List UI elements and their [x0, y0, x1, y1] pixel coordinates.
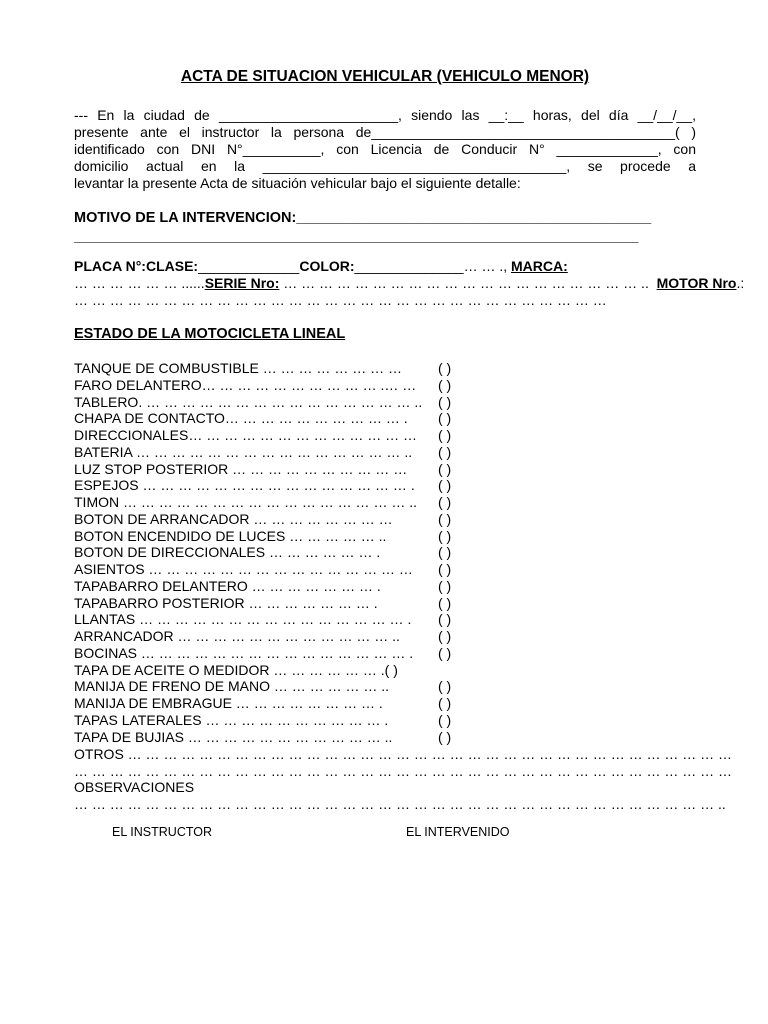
- checklist-item-box[interactable]: ( ): [438, 477, 452, 494]
- checklist-item-box[interactable]: ( ): [438, 376, 452, 393]
- checklist-item-label: MANIJA DE EMBRAGUE … … … … … … … … .: [74, 695, 383, 711]
- intervenido-signature: EL INTERVENIDO: [406, 825, 510, 839]
- checklist-item: [74, 444, 634, 461]
- checklist-item-box[interactable]: ( ): [438, 678, 452, 695]
- clase-label: CLASE:: [145, 258, 199, 274]
- serie-label: SERIE Nro:: [204, 275, 280, 291]
- checklist-item-box[interactable]: ( ): [384, 661, 398, 678]
- checklist-item: [74, 377, 634, 394]
- checklist-item-label: MANIJA DE FRENO DE MANO … … … … … … ..: [74, 678, 390, 695]
- placa-label: PLACA N°:: [74, 258, 146, 274]
- checklist-item-box[interactable]: ( ): [438, 594, 452, 611]
- checklist-item: [74, 611, 634, 628]
- checklist-item: [74, 678, 634, 695]
- color-blank: ______________: [354, 258, 464, 274]
- intro-line: presente ante el instructor la persona de_______________________________________( ): [74, 124, 696, 140]
- motivo-blank-line: ______________________________________________________________________: [74, 229, 639, 245]
- color-label: COLOR:: [299, 258, 355, 274]
- checklist-item-label: BOCINAS … … … … … … … … … … … … … … … .: [74, 644, 414, 661]
- checklist-item-box[interactable]: ( ): [438, 611, 452, 628]
- row-dots: … … … … … … ......: [74, 275, 205, 291]
- checklist-item-label: FARO DELANTERO… … … … … … … … … … .… …: [74, 376, 417, 393]
- checklist-item-box[interactable]: ( ): [438, 410, 452, 427]
- checklist-item-box[interactable]: ( ): [438, 695, 452, 711]
- checklist-item-box[interactable]: ( ): [438, 443, 452, 460]
- checklist-item: [74, 645, 634, 662]
- checklist-item-box[interactable]: ( ): [438, 427, 452, 443]
- checklist-item-box[interactable]: ( ): [438, 527, 452, 544]
- checklist-item-box[interactable]: ( ): [438, 544, 452, 561]
- document-title: ACTA DE SITUACION VEHICULAR (VEHICULO MENOR): [180, 68, 590, 85]
- intro-line: domicilio actual en la _______________________________________, se procede a: [74, 158, 696, 174]
- checklist-item-box[interactable]: ( ): [438, 577, 452, 594]
- serie-dots: … … … … … … … … … … … … … … … … … … … … ..: [279, 275, 649, 291]
- checklist-item-label: BOTON DE ARRANCADOR … … … … … … … …: [74, 510, 393, 527]
- checklist-item-box[interactable]: ( ): [438, 494, 452, 510]
- motor-suffix: .:: [736, 275, 745, 291]
- checklist-item: [74, 511, 634, 528]
- checklist: [74, 360, 634, 745]
- estado-title: ESTADO DE LA MOTOCICLETA LINEAL: [74, 326, 346, 342]
- checklist-item: [74, 729, 634, 746]
- clase-blank: _____________: [198, 258, 300, 274]
- checklist-item-label: CHAPA DE CONTACTO… … … … … … … … … … .: [74, 410, 408, 427]
- checklist-item-label: TIMON … … … … … … … … … … … … … … … … ..: [74, 494, 418, 510]
- observaciones-label: OBSERVACIONES: [74, 779, 195, 795]
- checklist-item: [74, 712, 634, 729]
- row-dots: … … … … … … … … … … … … … … … … … … … … … … … … … … … … … …: [74, 292, 607, 308]
- checklist-item: [74, 578, 634, 595]
- checklist-item-box[interactable]: ( ): [438, 628, 452, 644]
- observaciones-dots: … … … … … … … … … … … … … … … … … … … … … … … … … … … … … … … … … … … … ..: [74, 795, 726, 812]
- otros-section: [74, 746, 733, 779]
- otros-label: OTROS: [74, 746, 124, 762]
- checklist-item: [74, 494, 634, 511]
- checklist-item: [74, 595, 634, 612]
- checklist-item: [74, 561, 634, 578]
- checklist-item-label: TAPA DE ACEITE O MEDIDOR … … … … … … .: [74, 661, 385, 678]
- checklist-item-box[interactable]: ( ): [438, 644, 452, 661]
- vehicle-section: [74, 258, 745, 309]
- motivo-row: [74, 208, 696, 228]
- checklist-item-label: TAPABARRO DELANTERO … … … … … … … .: [74, 577, 381, 594]
- checklist-item-box[interactable]: ( ): [438, 510, 452, 527]
- otros-dots: … … … … … … … … … … … … … … … … … … … … … … … … … … … … … … … … … …: [123, 746, 733, 762]
- checklist-item: [74, 461, 634, 478]
- checklist-item-label: DIRECCIONALES… … … … … … … … … … … … …: [74, 427, 418, 443]
- vehicle-row: [74, 292, 696, 309]
- checklist-item: [74, 477, 634, 494]
- intro-paragraph: [74, 107, 696, 192]
- checklist-item-label: TAPABARRO POSTERIOR … … … … … … … .: [74, 594, 378, 611]
- checklist-item-box[interactable]: ( ): [438, 711, 452, 728]
- checklist-item: [74, 528, 634, 545]
- checklist-item: [74, 662, 634, 679]
- checklist-item: [74, 410, 634, 427]
- checklist-item-box[interactable]: ( ): [438, 360, 452, 376]
- motor-label: MOTOR Nro: [656, 275, 737, 291]
- motivo-label: MOTIVO DE LA INTERVENCION:: [74, 210, 297, 226]
- checklist-item-label: TABLERO. … … … … … … … … … … … … … … … ..: [74, 393, 423, 410]
- checklist-item-label: BOTON DE DIRECCIONALES … … … … … … .: [74, 544, 381, 561]
- checklist-item: [74, 695, 634, 712]
- checklist-item-label: BATERIA … … … … … … … … … … … … … … … ..: [74, 443, 413, 460]
- checklist-item: [74, 427, 634, 444]
- checklist-item-label: ESPEJOS … … … … … … … … … … … … … … … .: [74, 477, 415, 494]
- marca-label: MARCA:: [511, 258, 568, 274]
- checklist-item-box[interactable]: ( ): [438, 561, 452, 577]
- observaciones-section: [74, 779, 726, 812]
- checklist-item-box[interactable]: ( ): [438, 393, 452, 410]
- checklist-item: [74, 360, 634, 377]
- checklist-item-box[interactable]: ( ): [438, 460, 452, 477]
- color-dots: … … .,: [463, 258, 508, 274]
- instructor-signature: EL INSTRUCTOR: [112, 825, 213, 839]
- checklist-item-label: ARRANCADOR … … … … … … … … … … … … ..: [74, 628, 400, 644]
- checklist-item-label: TAPAS LATERALES … … … … … … … … … … .: [74, 711, 389, 728]
- checklist-item-label: LLANTAS … … … … … … … … … … … … … … … .: [74, 611, 412, 628]
- intro-line: --- En la ciudad de _______________________, siendo las __:__ horas, del día __/__/__,: [74, 107, 696, 123]
- checklist-item-label: BOTON ENCENDIDO DE LUCES … … … … … ..: [74, 527, 387, 544]
- intro-line: levantar la presente Acta de situación vehicular bajo el siguiente detalle:: [74, 175, 521, 191]
- checklist-item-label: LUZ STOP POSTERIOR … … … … … … … … … …: [74, 460, 408, 477]
- checklist-item: [74, 394, 634, 411]
- checklist-item-label: TANQUE DE COMBUSTIBLE … … … … … … … …: [74, 360, 402, 376]
- checklist-item: [74, 628, 634, 645]
- checklist-item-box[interactable]: ( ): [438, 728, 452, 745]
- checklist-item-label: TAPA DE BUJIAS … … … … … … … … … … … ..: [74, 728, 393, 745]
- checklist-item: [74, 544, 634, 561]
- checklist-item-label: ASIENTOS … … … … … … … … … … … … … … …: [74, 561, 413, 577]
- otros-dots-line: … … … … … … … … … … … … … … … … … … … … … … … … … … … … … … … … … … … … …: [74, 762, 733, 779]
- vehicle-row: [74, 258, 696, 275]
- motivo-blank: ____________________________________________: [296, 210, 652, 226]
- vehicle-row: [74, 275, 745, 292]
- intro-line: identificado con DNI N°__________, con Licencia de Conducir N° _____________, con: [74, 141, 696, 157]
